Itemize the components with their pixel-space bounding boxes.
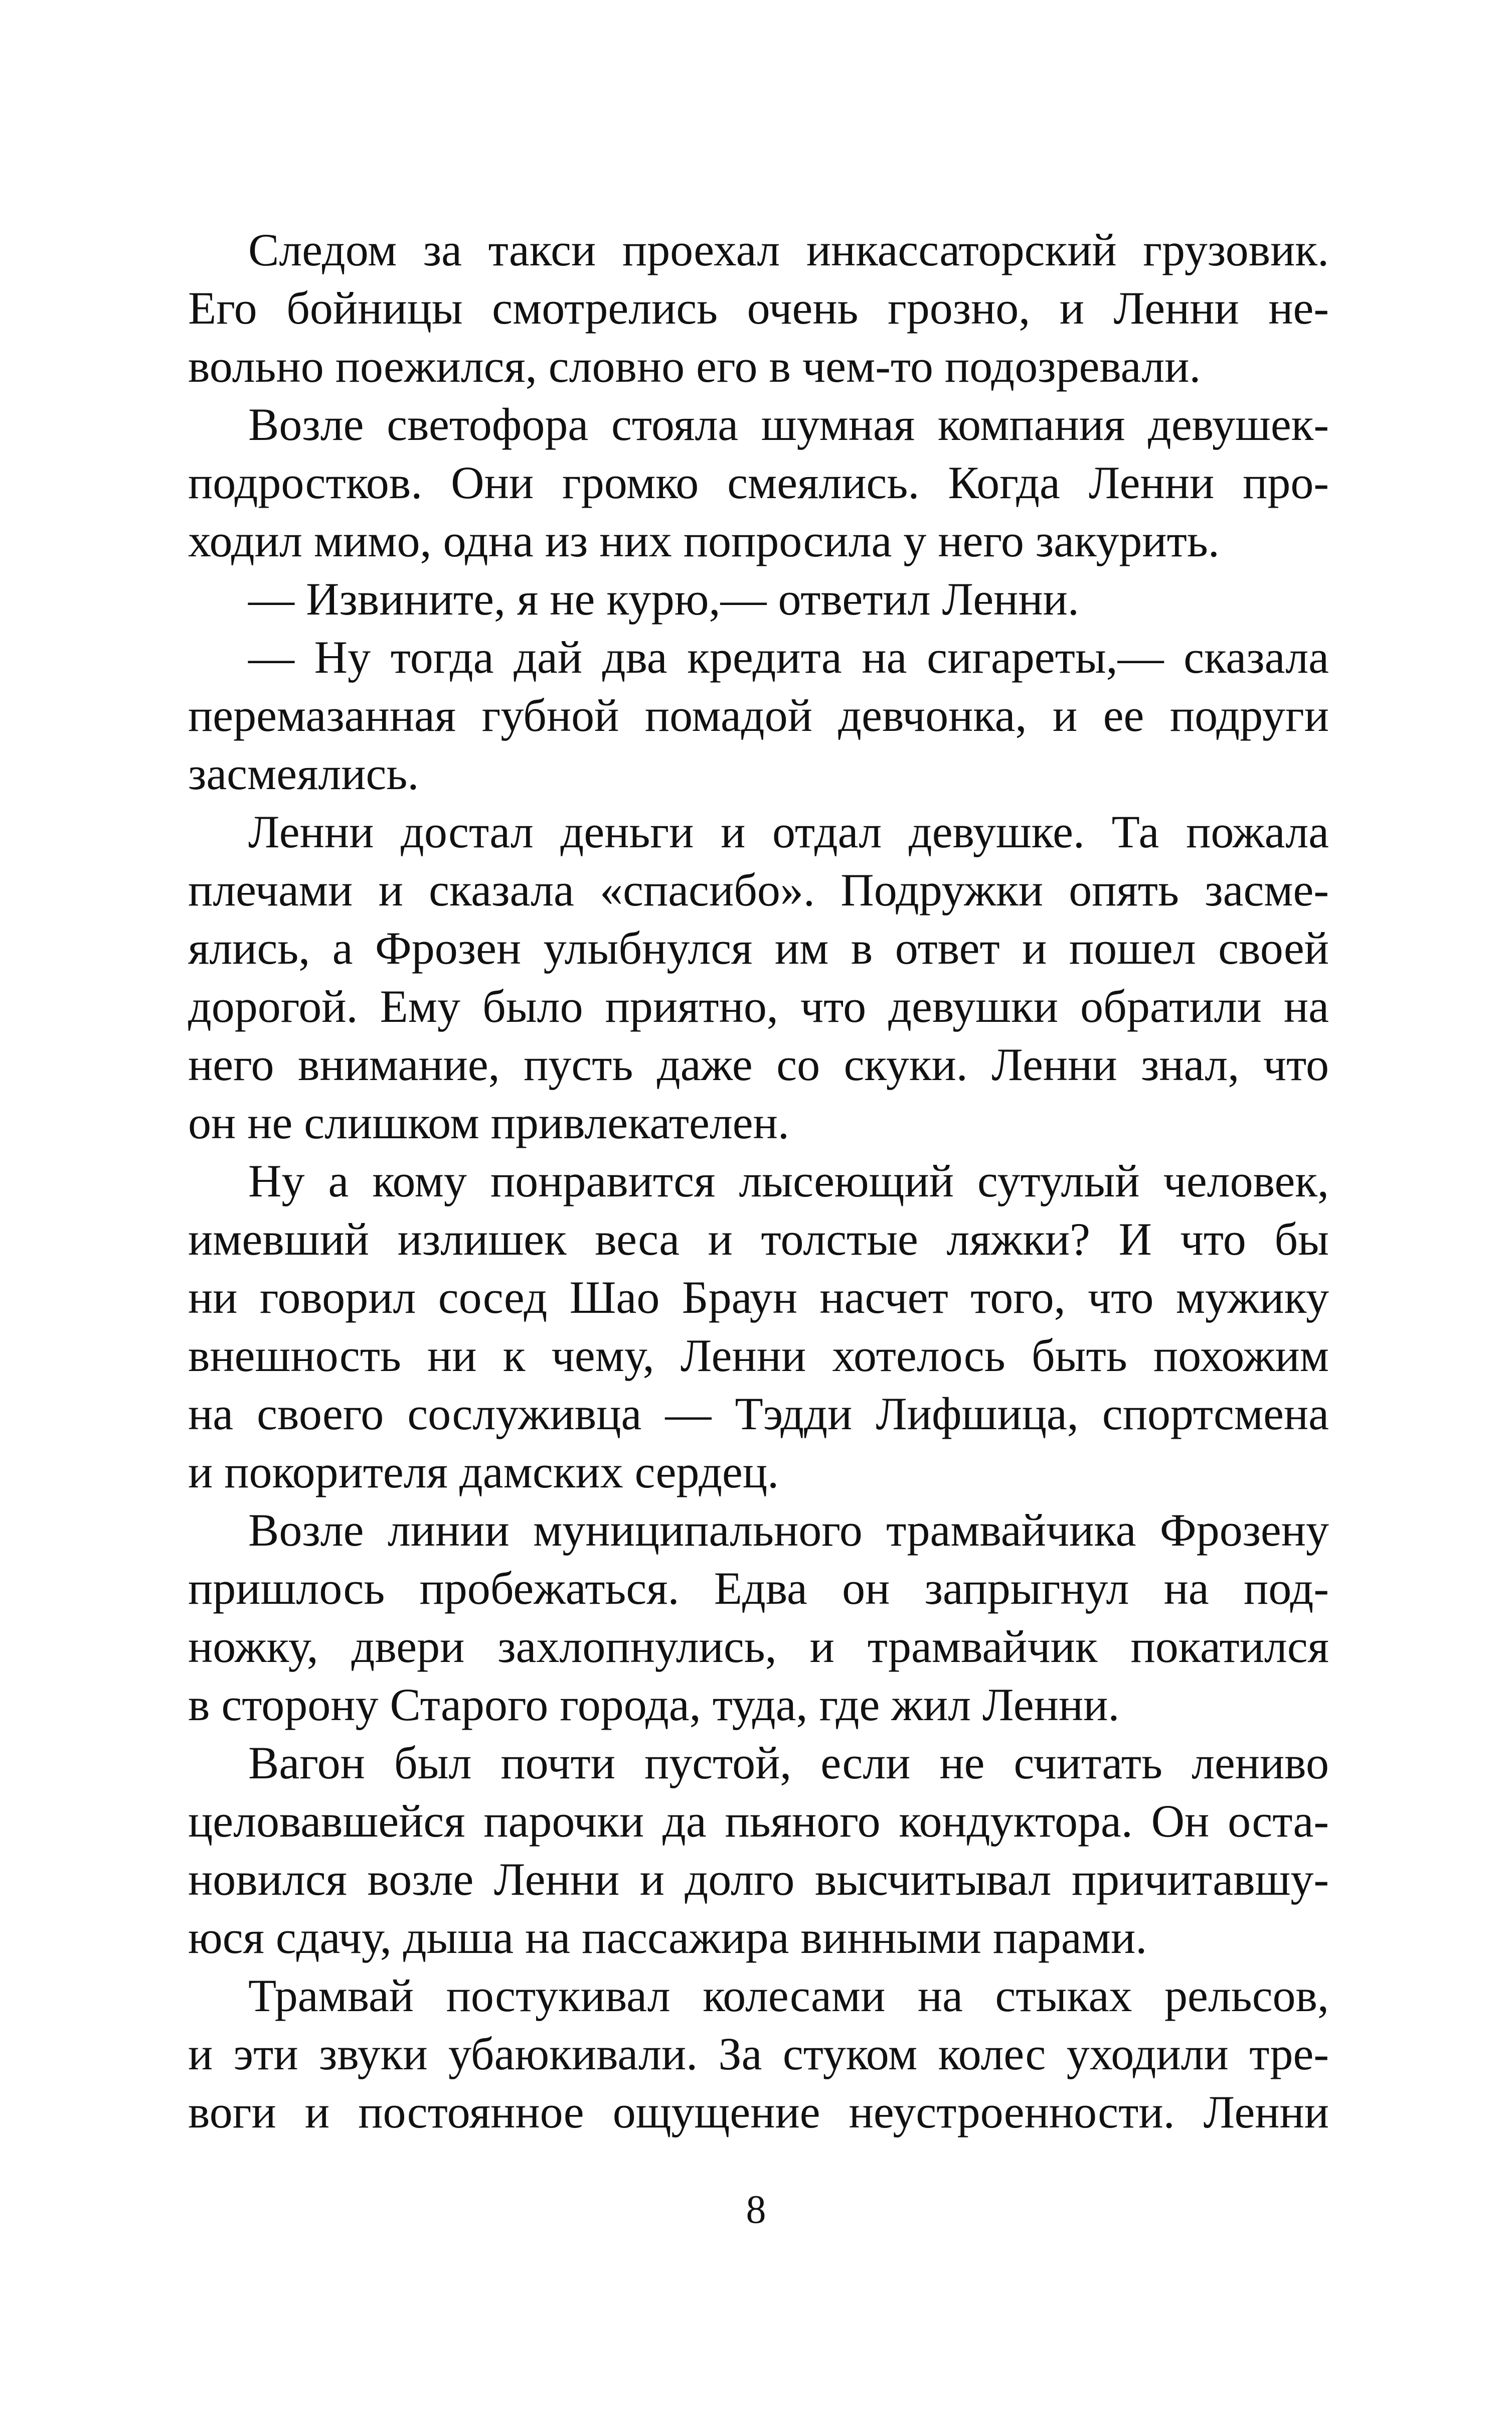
text-line: Возле светофора стояла шумная компания девушек- [248,399,1329,450]
text-line: — Извините, я не курю,— ответил Ленни. [248,573,1079,625]
text-line: него внимание, пусть даже со скуки. Ленни знал, что [188,1039,1329,1090]
body-text [188,221,1329,2141]
text-line: целовавшейся парочки да пьяного кондуктора. Он оста- [188,1795,1329,1847]
text-line: Возле линии муниципального трамвайчика Фрозену [248,1504,1329,1556]
text-line: на своего сослуживца — Тэдди Лифшица, спортсмена [188,1388,1329,1439]
text-line: пришлось пробежаться. Едва он запрыгнул на под- [188,1563,1329,1614]
text-line: Вагон был почти пустой, если не считать лениво [248,1737,1329,1788]
text-line: имевший излишек веса и толстые ляжки? И что бы [188,1213,1329,1265]
text-line: плечами и сказала «спасибо». Подружки опять засме- [188,864,1329,916]
text-line: новился возле Ленни и долго высчитывал причитавшу- [188,1854,1329,1905]
text-line: ходил мимо, одна из них попросила у него закурить. [188,515,1220,566]
text-line: ножку, двери захлопнулись, и трамвайчик покатился [188,1621,1329,1672]
text-line: Трамвай постукивал колесами на стыках рельсов, [248,1970,1329,2021]
text-line: вольно поежился, словно его в чем-то подозревали. [188,341,1201,392]
text-line: и эти звуки убаюкивали. За стуком колес уходили тре- [188,2028,1329,2079]
text-line: ялись, а Фрозен улыбнулся им в ответ и пошел своей [188,923,1329,974]
text-line: дорогой. Ему было приятно, что девушки обратили на [188,981,1329,1032]
text-line: подростков. Они громко смеялись. Когда Ленни про- [188,457,1329,508]
text-line: Следом за такси проехал инкассаторский грузовик. [248,224,1329,275]
text-line: перемазанная губной помадой девчонка, и ее подруги [188,690,1329,741]
page-number: 8 [746,2188,766,2232]
text-line: ни говорил сосед Шао Браун насчет того, что мужику [188,1272,1329,1323]
text-line: засмеялись. [188,748,419,799]
text-line: в сторону Старого города, туда, где жил Ленни. [188,1679,1120,1730]
text-line: и покорителя дамских сердец. [188,1446,779,1497]
text-line: он не слишком привлекателен. [188,1097,789,1148]
text-line: воги и постоянное ощущение неустроенности. Ленни [188,2086,1329,2138]
text-line: Его бойницы смотрелись очень грозно, и Ленни не- [188,282,1329,334]
text-line: Ленни достал деньги и отдал девушке. Та пожала [248,806,1329,857]
text-line: внешность ни к чему, Ленни хотелось быть похожим [188,1330,1329,1381]
text-line: — Ну тогда дай два кредита на сигареты,— сказала [248,632,1329,683]
text-line: юся сдачу, дыша на пассажира винными парами. [188,1912,1147,1963]
text-line: Ну а кому понравится лысеющий сутулый человек, [248,1155,1329,1206]
